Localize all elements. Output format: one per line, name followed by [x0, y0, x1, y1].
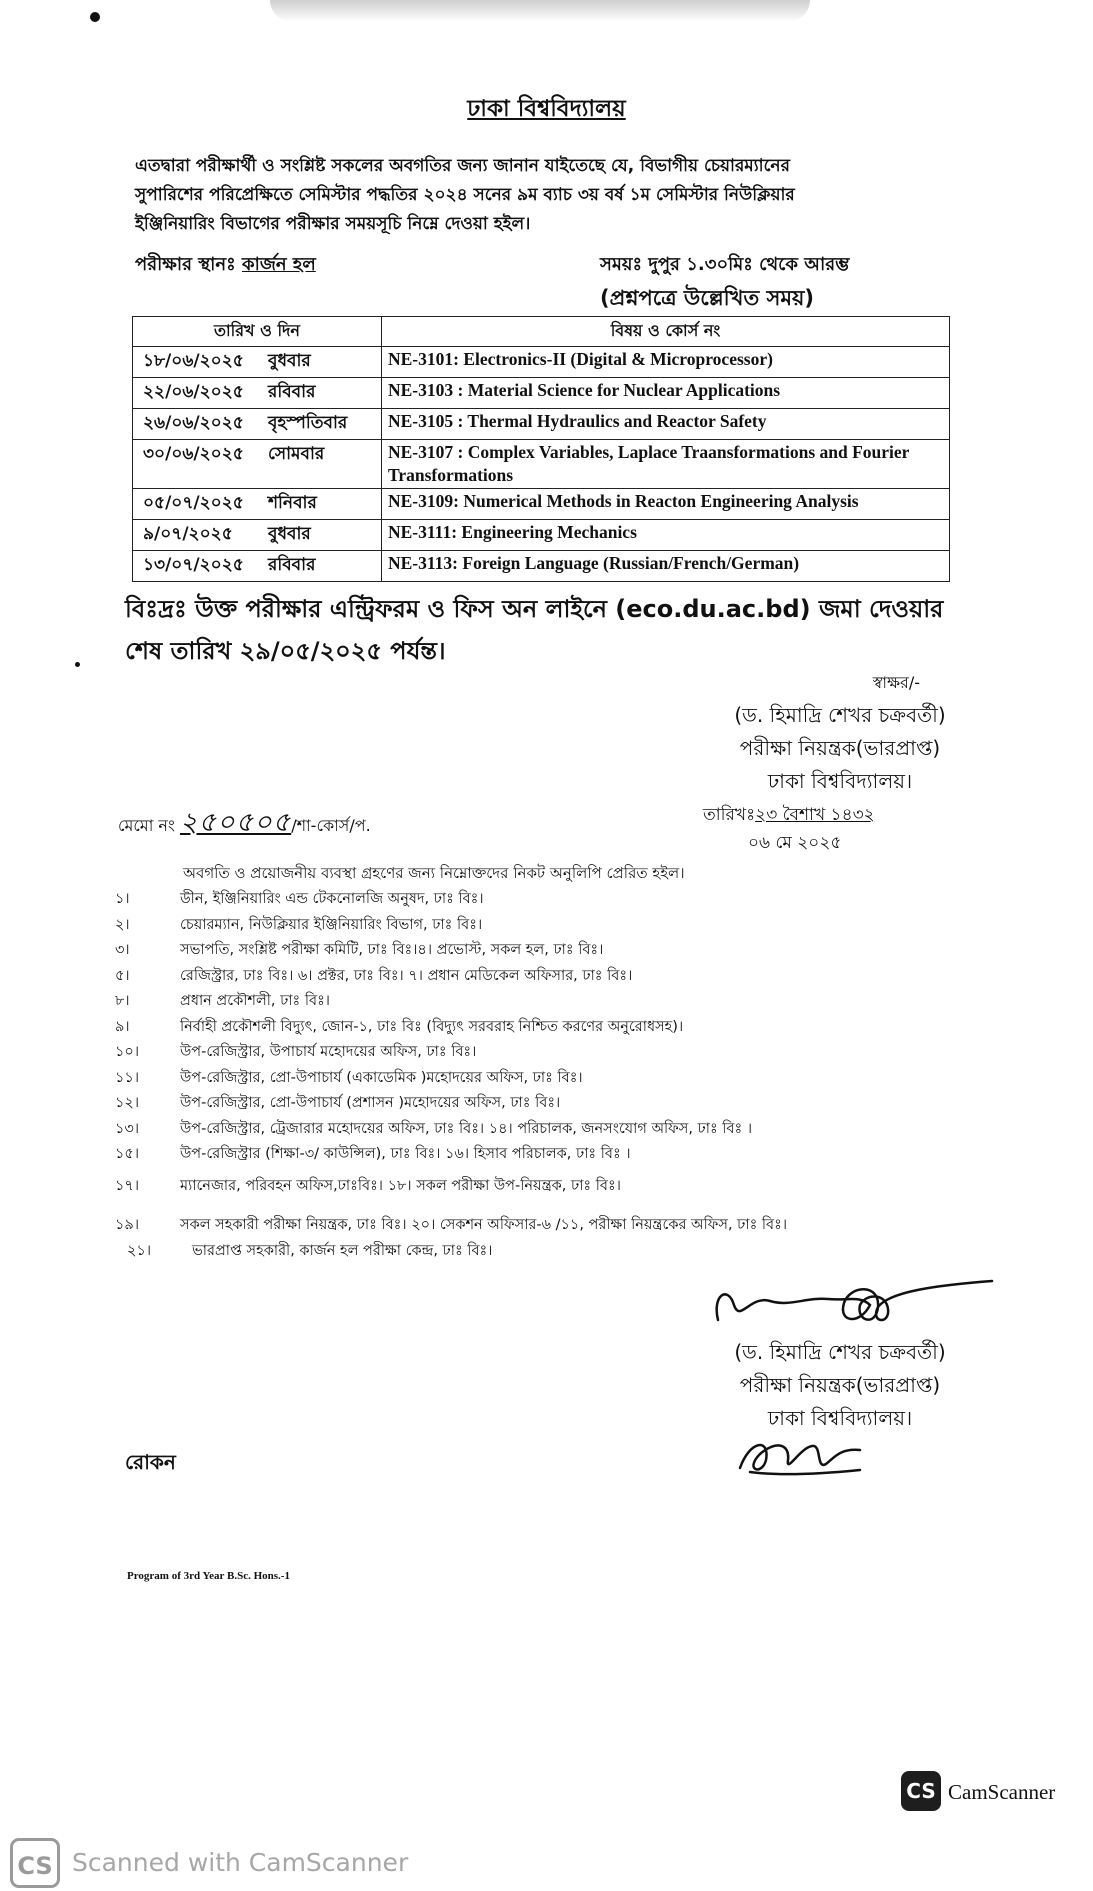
signatory-org: ঢাকা বিশ্ববিদ্যালয়। — [767, 769, 913, 793]
exam-time — [600, 250, 849, 281]
list-item: ১৯। সকল সহকারী পরীক্ষা নিয়ন্ত্রক, ঢাঃ বিঃ। ২০। সেকশন অফিসার-৬ /১১, পরীক্ষা নিয়ন্ত্রকের অফিস, ঢাঃ বিঃ। — [115, 1217, 788, 1233]
intro-line: এতদ্বারা পরীক্ষার্থী ও সংশ্লিষ্ট সকলের অবগতির জন্য জানান যাইতেছে যে, বিভাগীয় চেয়ারম্যানের — [135, 156, 790, 176]
list-item: ২১। ভারপ্রাপ্ত সহকারী, কার্জন হল পরীক্ষা কেন্দ্র, ঢাঃ বিঃ। — [127, 1242, 493, 1259]
intro-line: সুপারিশের পরিপ্রেক্ষিতে সেমিস্টার পদ্ধতির ২০২৪ সনের ৯ম ব্যাচ ৩য় বর্ষ ১ম সেমিস্টার নিউক্লিয়ার — [135, 185, 795, 205]
row-course: NE-3109: Numerical Methods in Reacton Engineering Analysis — [382, 489, 950, 520]
row-date: ৯/০৭/২০২৫ বুধবার — [133, 520, 382, 551]
date-label: তারিখঃ — [703, 805, 756, 825]
deadline-note: বিঃদ্রঃ উক্ত পরীক্ষার এন্ট্রিফরম ও ফিস অন লাইনে (eco.du.ac.bd) জমা দেওয়ার শেষ তারিখ ২৯/০৫/২০২৫ পর্যন্ত। — [125, 595, 944, 665]
row-course: NE-3107 : Complex Variables, Laplace Traansformations and Fourier Transformations — [382, 440, 950, 489]
list-item: ১৩। উপ-রেজিস্ট্রার, ট্রেজারার মহোদয়ের অফিস, ঢাঃ বিঃ। ১৪। পরিচালক, জনসংযোগ অফিস, ঢাঃ বিঃ । — [115, 1120, 753, 1137]
typist-name: রোকন — [125, 1450, 176, 1474]
document-title: ঢাকা বিশ্ববিদ্যালয় — [467, 96, 626, 122]
row-date: ০৫/০৭/২০২৫ শনিবার — [133, 489, 382, 520]
date-english: ০৬ মে ২০২৫ — [748, 833, 842, 853]
list-item: ১। ডীন, ইঞ্জিনিয়ারিং এন্ড টেকনোলজি অনুষদ, ঢাঃ বিঃ। — [115, 891, 484, 907]
signatory-name: (ড. হিমাদ্রি শেখর চক্রবর্তী) — [734, 703, 946, 727]
scan-shadow — [270, 0, 810, 22]
camscanner-logo-icon: CS — [901, 1771, 941, 1811]
row-date: ১৩/০৭/২০২৫ রবিবার — [133, 551, 382, 582]
list-item: ২। চেয়ারম্যান, নিউক্লিয়ার ইঞ্জিনিয়ারিং বিভাগ, ঢাঃ বিঃ। — [115, 916, 483, 933]
table-row — [133, 378, 950, 409]
list-item: ৯। নির্বাহী প্রকৌশলী বিদ্যুৎ, জোন-১, ঢাঃ বিঃ (বিদ্যুৎ সরবরাহ নিশ্চিত করণের অনুরোধসহ)। — [115, 1018, 684, 1035]
intro-line: ইঞ্জিনিয়ারিং বিভাগের পরীক্ষার সময়সূচি নিম্নে দেওয়া হইল। — [135, 214, 531, 234]
handwritten-signature-icon — [710, 1275, 1000, 1345]
schedule-table — [132, 316, 950, 582]
signatory-designation: পরীক্ষা নিয়ন্ত্রক(ভারপ্রাপ্ত) — [739, 1373, 941, 1397]
exam-time-label: সময়ঃ — [600, 254, 643, 275]
signed-mark: স্বাক্ষর/- — [872, 673, 920, 692]
table-row — [133, 520, 950, 551]
scan-speck — [75, 662, 80, 667]
row-course: NE-3105 : Thermal Hydraulics and Reactor Safety — [382, 409, 950, 440]
table-row — [133, 347, 950, 378]
list-item: ১৫। উপ-রেজিস্ট্রার (শিক্ষা-৩/ কাউন্সিল), ঢাঃ বিঃ। ১৬। হিসাব পরিচালক, ঢাঃ বিঃ । — [115, 1146, 631, 1162]
camscanner-watermark-logo-icon: CS — [10, 1838, 60, 1888]
row-date: ২২/০৬/২০২৫ রবিবার — [133, 378, 382, 409]
memo-number — [118, 802, 371, 847]
table-row — [133, 489, 950, 520]
row-date: ২৬/০৬/২০২৫ বৃহস্পতিবার — [133, 409, 382, 440]
signature-block-bottom — [680, 1336, 1000, 1435]
initials-signature-icon — [730, 1430, 870, 1480]
table-row — [133, 409, 950, 440]
cc-list — [115, 888, 1035, 1265]
table-header-row — [133, 317, 950, 347]
signatory-org: ঢাকা বিশ্ববিদ্যালয়। — [767, 1406, 913, 1430]
signatory-designation: পরীক্ষা নিয়ন্ত্রক(ভারপ্রাপ্ত) — [739, 736, 941, 760]
signature-block-top — [690, 666, 990, 798]
row-course: NE-3111: Engineering Mechanics — [382, 520, 950, 551]
header-course: বিষয় ও কোর্স নং — [382, 317, 950, 347]
memo-label: মেমো নং — [118, 816, 175, 835]
memo-date — [703, 802, 875, 830]
table-row — [133, 440, 950, 489]
camscanner-watermark: Scanned with CamScanner — [72, 1848, 409, 1877]
list-item: ১২। উপ-রেজিস্ট্রার, প্রো-উপাচার্য (প্রশাসন )মহোদয়ের অফিস, ঢাঃ বিঃ। — [115, 1095, 561, 1111]
row-date: ১৮/০৬/২০২৫ বুধবার — [133, 347, 382, 378]
header-date: তারিখ ও দিন — [133, 317, 382, 347]
row-course: NE-3103 : Material Science for Nuclear Applications — [382, 378, 950, 409]
intro-paragraph — [135, 152, 970, 239]
exam-time-value: দুপুর ১.৩০মিঃ থেকে আরম্ভ — [648, 254, 850, 275]
program-footnote: Program of 3rd Year B.Sc. Hons.-1 — [127, 1570, 290, 1582]
list-item: ৫। রেজিস্ট্রার, ঢাঃ বিঃ। ৬। প্রক্টর, ঢাঃ বিঃ। ৭। প্রধান মেডিকেল অফিসার, ঢাঃ বিঃ। — [115, 967, 633, 984]
list-item: ৩। সভাপতি, সংশ্লিষ্ট পরীক্ষা কমিটি, ঢাঃ বিঃ।৪। প্রভোস্ট, সকল হল, ঢাঃ বিঃ। — [115, 942, 604, 958]
copy-intro: অবগতি ও প্রয়োজনীয় ব্যবস্থা গ্রহণের জন্য নিম্নোক্তদের নিকট অনুলিপি প্রেরিত হইল। — [183, 864, 685, 882]
exam-place-value: কার্জন হল — [242, 254, 316, 275]
list-item: ১০। উপ-রেজিস্ট্রার, উপাচার্য মহোদয়ের অফিস, ঢাঃ বিঃ। — [115, 1044, 477, 1060]
exam-place-label: পরীক্ষার স্থানঃ — [135, 254, 236, 275]
date-bangla: ২৩ বৈশাখ ১৪৩২ — [755, 805, 875, 825]
signatory-name: (ড. হিমাদ্রি শেখর চক্রবর্তী) — [734, 1340, 946, 1364]
scan-speck — [90, 12, 100, 22]
row-course: NE-3113: Foreign Language (Russian/French/German) — [382, 551, 950, 582]
exam-place — [135, 250, 316, 281]
list-item: ১৭। ম্যানেজার, পরিবহন অফিস,ঢাঃবিঃ। ১৮। সকল পরীক্ষা উপ-নিয়ন্ত্রক, ঢাঃ বিঃ। — [115, 1177, 621, 1194]
memo-suffix: /শা-কোর্স/প. — [291, 816, 371, 835]
list-item: ৮। প্রধান প্রকৌশলী, ঢাঃ বিঃ। — [115, 993, 330, 1009]
row-course: NE-3101: Electronics-II (Digital & Microprocessor) — [382, 347, 950, 378]
camscanner-brand: CamScanner — [948, 1780, 1056, 1804]
list-item: ১১। উপ-রেজিস্ট্রার, প্রো-উপাচার্য (একাডেমিক )মহোদয়ের অফিস, ঢাঃ বিঃ। — [115, 1069, 583, 1086]
table-row — [133, 551, 950, 582]
exam-time-note: (প্রশ্নপত্রে উল্লেখিত সময়) — [600, 286, 815, 310]
memo-handwritten-number: ২৫০৫০৫ — [179, 807, 292, 838]
row-date: ৩০/০৬/২০২৫ সোমবার — [133, 440, 382, 489]
